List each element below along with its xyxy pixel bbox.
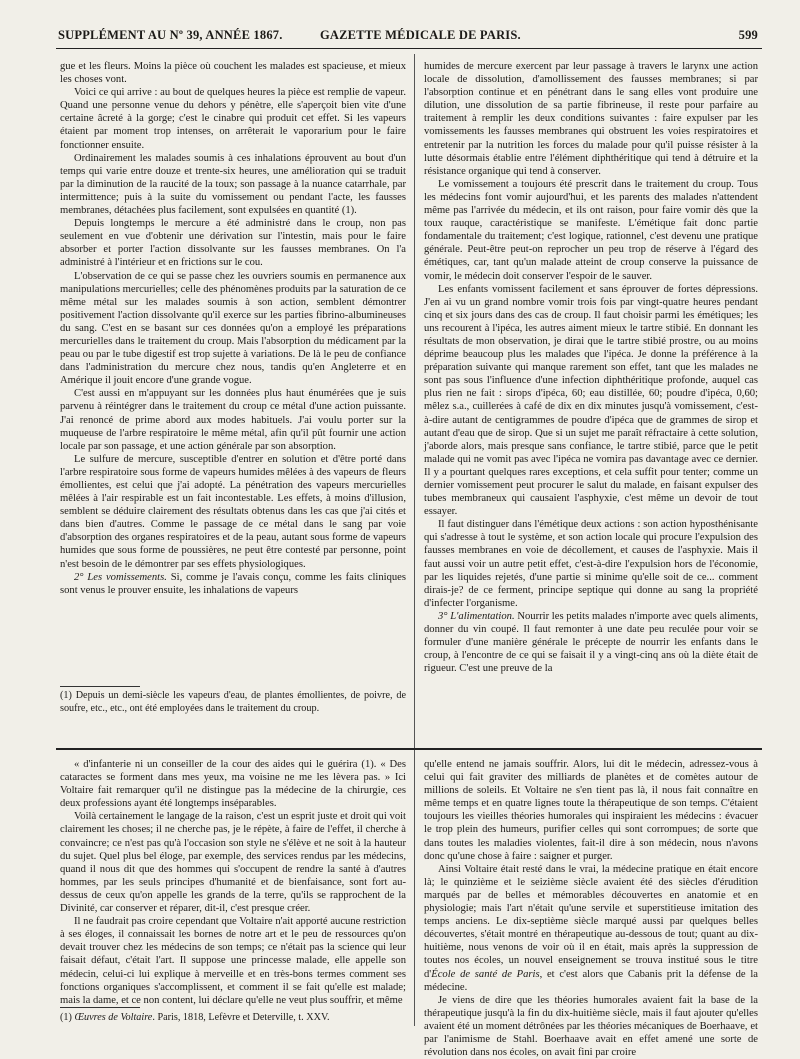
paragraph-text: Ainsi Voltaire était resté dans le vrai, la médecine pratique en était encore là; le quinzième et le seizième siècle avaient été des siècles d'érudition marqués par de belles et mémorables découvertes en anatomie et en physiologie; mais l'art n'était qu'une servile et superstitieuse imitation des temps anciens. Le dix-septième siècle marqué aussi par quelques belles découvertes, s'était montré en thérapeutique au-dessous de tout; quant au dix-huitième, nous venons de voir où il en était, mais après la suppression de toutes nos écoles, un nouvel enseignement se trouva institué sous le titre d' xyxy=(424,863,758,980)
paragraph: Voici ce qui arrive : au bout de quelques heures la pièce est remplie de vapeur. Quand une personne venue du dehors y pénètre, elle s'aperçoit bien vite d'une certaine âcreté à la gorge; c'est le cinabre qui produit cet effet. Si les vapeurs étaient par moment trop intenses, on arrêterait le vaporarium pour le faire fonctionner ensuite. xyxy=(60,87,406,151)
paragraph: Il faut distinguer dans l'émétique deux actions : son action hyposthénisante qui s'adresse à tout le système, et son action locale qui procure l'expulsion des fausses membranes en voie de décollement, et causes de l'asphyxie. Mais il faut aussi voir un autre petit effet, c'est-à-dire l'expulsion hors de l'économie, par les liquides rejetés, d'une partie si minime qu'elle soit de ce... comment dirais-je? de ce ferment, principe septique qui donne au sang la propriété d'infecter l'organisme. xyxy=(424,519,758,609)
paragraph-vomissements xyxy=(60,571,406,597)
paragraph: Le vomissement a toujours été prescrit dans le traitement du croup. Tous les médecins font vomir aujourd'hui, et les parents des malades n'attendent même pas l'arrivée du médecin, et ils ont raison, pour faire vomir dès que la toux rauque, caractéristique se manifeste. L'émétique fait donc partie fondamentale du traitement; c'est logique, rationnel, c'est devenu une pratique générale. Peut-être peut-on reprocher un peu trop de réserve à l'égard des émétiques, car, tant qu'un malade atteint de croup conserve la puissance de vomir, le médecin doit conserver l'espoir de le sauver. xyxy=(424,178,758,282)
section-separator xyxy=(56,748,762,750)
section-heading-vomissements: 2° Les vomissements. xyxy=(74,571,167,583)
running-head xyxy=(58,28,758,48)
paragraph: Les enfants vomissent facilement et sans éprouver de fortes dépressions. J'en ai vu un grand nombre vomir trois fois par vingt-quatre heures pendant cinq et six jours dans des cas de croup. Il faut choisir parmi les émétiques; les uns recourent à l'ipéca, les autres aiment mieux le tartre stibié. En donnant les résultats de mon observation, je dirai que le tartre stibié prostre, ou au moins déprime beaucoup plus les malades que l'ipéca. Je donne la préférence à la préparation suivante qui manque rarement son effet, tant que les malades ne sont pas sous l'influence d'une infection diphthéritique profonde, auquel cas plus rien ne fait : sirops d'ipéca, 60; eau distillée, 60; poudre d'ipéca, 0,60; mêlez s.a., cuillerées à café de dix en dix minutes jusqu'à vomissement, c'est-à-dire autant de centigrammes de poudre d'ipéca que de grammes de sirop et autant d'eau que de sirop. Que si un sujet me paraît réfractaire à cette solution, j'aborde alors, mais presque sans confiance, le tartre stibié, parce que le petit malade qui ne vomit pas avec l'ipéca ne vomira pas davantage avec ce dernier. Il y a pourtant quelques rares exceptions, et cela suffit pour tenter; comme un dernier vomissement peut procurer le salut du malade, en faisant expulser des tubes membraneux qui causaient l'asphyxie, c'est même un devoir de tout essayer. xyxy=(424,283,758,518)
footnote: (1) Depuis un demi-siècle les vapeurs d'eau, de plantes émollientes, de poivre, de soufre, etc., etc., ont été employées dans le traitement du croup. xyxy=(60,690,406,714)
paragraph: Il ne faudrait pas croire cependant que Voltaire n'ait apporté aucune restriction à ses éloges, il connaissait les bornes de notre art et le peu de ressources qu'on devait trouver chez les médecins de son temps; ce n'était pas la science qui leur faisait défaut, c'était l'art. Il suppose une princesse malade, elle appelle son médecin, celui-ci lui explique à merveille et en très-bons termes comment ses fonctions organiques s'accomplissent, et comment il se fait qu'elle est malade; mais la dame, et ce non content, lui déclare qu'elle ne veut plus souffrir, et même xyxy=(60,916,406,1006)
paragraph xyxy=(424,863,758,994)
paragraph-alimentation xyxy=(424,610,758,675)
paragraph: C'est aussi en m'appuyant sur les données plus haut énumérées que je suis parvenu à réintégrer dans le traitement du croup ce métal d'une action puissante. J'ai renoncé de prime abord aux modes habituels. J'ai voulu porter sur la muqueuse de l'arbre respiratoire le même métal, afin qu'il pût fournir une action locale par son passage, et une action générale par son absorption. xyxy=(60,388,406,452)
paragraph: Depuis longtemps le mercure a été administré dans le croup, non pas seulement en vue d'obtenir une dérivation sur l'intestin, mais pour le faire absorber et porter l'action dissolvante sur les fausses membranes. On l'a administré à l'intérieur et en frictions sur le cou. xyxy=(60,218,406,269)
article-column-right-top xyxy=(424,60,758,754)
paragraph: L'observation de ce qui se passe chez les ouvriers soumis en permanence aux manipulations mercurielles; celle des phénomènes produits par la saturation de ce même métal sur les malades soumis à son action, semblent démontrer positivement l'action dissolvante qu'il exerce sur les parties fibrino-albumineuses du sang. C'est en se basant sur ces données qu'on a employé les préparations mercurielles dans le traitement du croup. Mais l'absorption du médicament par la peau ou par le tube digestif est trop sujette à variations. De là le peu de confiance dans l'administration du mercure chez nous, tandis qu'en Angleterre et en Amérique il jouit encore d'une grande vogue. xyxy=(60,270,406,387)
footnote-book-title: Œuvres de Voltaire xyxy=(74,1012,153,1023)
paragraph: Voilà certainement le langage de la raison, c'est un esprit juste et droit qui voit clairement les choses; il ne cherche pas, je le répète, à faire de l'effet, il cherche à convaincre; ce n'est pas qu'à l'occasion son style ne s'élève et ne soit à la hauteur du sujet. Quel plus bel éloge, par exemple, des services rendus par les médecins, quand il nous dit que des hommes qui s'occupent de rendre la santé à d'autres hommes, par les seuls principes d'humanité et de bienfaisance, sont fort au-dessus de ceux qu'on appelle les grands de la terre, qu'ils se rapprochent de la Divinité, car conserver et réparer, dit-il, c'est presque créer. xyxy=(60,811,406,915)
footnote-text: . Paris, 1818, Lefèvre et Deterville, t. XXV. xyxy=(152,1012,330,1023)
feuilleton-column-left xyxy=(60,758,406,1004)
section-heading-alimentation: 3° L'alimentation. xyxy=(438,610,515,622)
page-number: 599 xyxy=(738,28,758,42)
paragraph: humides de mercure exercent par leur passage à travers le larynx une action locale de dissolution, d'amollissement des fausses membranes; si par l'absorption continue et en pénétrant dans le sang elles vont produire une dilution, une dissolution de sa partie fibrineuse, il reste pour parfaire au traitement à remplir les deux conditions suivantes : faire expulser par les vomissements les fausses membranes qui obstruent les voies respiratoires et entretenir par la nutrition les forces du malade pour qu'il puisse résister à la lutte désormais établie entre l'élément diphthéritique qui tend à détruire et la résistance organique qui tend à conserver. xyxy=(424,61,758,177)
paragraph: Ordinairement les malades soumis à ces inhalations éprouvent au bout d'un temps qui varie entre douze et trente-six heures, une amélioration qui se traduit par la diminution de la raucité de la toux; son passage à la nuance catarrhale, par intermittence; puis à la suite du vomissement ou pendant l'acte, les fausses membranes, détachées plus facilement, sont expulsées en quantité (1). xyxy=(60,152,406,217)
supplement-label: SUPPLÉMENT AU Nº 39, ANNÉE 1867. xyxy=(58,28,283,42)
paragraph: qu'elle entend ne jamais souffrir. Alors, lui dit le médecin, adressez-vous à celui qui fait graviter des milliards de planètes et de comètes autour de millions de soleils. Et Voltaire ne s'en tient pas là, il nous fait connaître en même temps et en quatre lignes toute la thérapeutique de son temps. C'étaient toujours les vieilles théories humorales qui inspiraient les médecins : évacuer le trop plein des humeurs, purifier celles qui sont corrompues; de sorte que dans toutes les maladies violentes, fait-il dire à son médecin, nous n'avons donc qu'une chose à faire : saigner et purger. xyxy=(424,759,758,862)
article-column-left-top xyxy=(60,60,406,660)
paragraph-text: , et c'est alors que Cabanis prit la défense de la médecine. xyxy=(424,968,758,993)
footnote-number: (1) xyxy=(60,1012,75,1023)
footnote-rule xyxy=(60,686,140,687)
paragraph: Je viens de dire que les théories humorales avaient fait la base de la thérapeutique jusqu'à la fin du dix-huitième siècle, mais il faut ajouter qu'elles avaient été un moment détrônées par les théories mécaniques de Boerhaave, et par l'animisme de Stahl. Boerhaave avait en effet amené une sorte de révolution dans nos écoles, on avait fini par croire xyxy=(424,994,758,1059)
school-name: École de santé de Paris xyxy=(431,968,540,980)
paragraph: « d'infanterie ni un conseiller de la cour des aides qui le guérira (1). « Des cataractes se forment dans mes yeux, ma voisine ne me les lèvera pas. » Ici Voltaire fait remarquer qu'il ne distingue pas la médecine de la chirurgie, ces deux professions ayant été longtemps inséparables. xyxy=(60,759,406,810)
paragraph-text: Si, comme je l'avais conçu, comme les faits cliniques sont venus le prouver ensuite, les inhalations de vapeurs xyxy=(60,571,406,596)
column-divider xyxy=(414,54,415,1026)
paragraph-text: Nourrir les petits malades n'importe avec quels aliments, donner du vin coupé. Il faut remonter à une date peu reculée pour voir se formuler d'une manière générale le précepte de nourrir les enfants dans le croup, à l'encontre de ce qui se faisait il y a vingt-cinq ans où la diète était de rigueur. C'est une preuve de la xyxy=(424,610,758,675)
journal-title: GAZETTE MÉDICALE DE PARIS. xyxy=(320,28,521,42)
paragraph: gue et les fleurs. Moins la pièce où couchent les malades est spacieuse, et mieux les choses vont. xyxy=(60,61,406,86)
paragraph: Le sulfure de mercure, susceptible d'entrer en solution et d'être porté dans l'arbre respiratoire sous forme de vapeurs humides mêlées à des vapeurs de fleurs émollientes, est celui que j'ai adopté. La pénétration des vapeurs mercurielles mêlées à l'air respirable est un fait incontestable. Les effets, à moins d'illusion, semblent se déduire clairement des résultats obtenus dans les cas que j'ai cités et dans bien d'autres. Comme le passage de ce métal dans le sang par voie d'absorption des organes respiratoires et de la peau, autant sous forme de vapeurs humides que sous forme de poussières, ne peut être contesté par personne, point n'est besoin de le démontrer par ses effets physiologiques. xyxy=(60,453,406,570)
footnote-voltaire xyxy=(60,1012,406,1028)
footnote-rule xyxy=(60,1007,140,1008)
feuilleton-column-right xyxy=(424,758,758,1059)
header-rule xyxy=(56,48,762,49)
